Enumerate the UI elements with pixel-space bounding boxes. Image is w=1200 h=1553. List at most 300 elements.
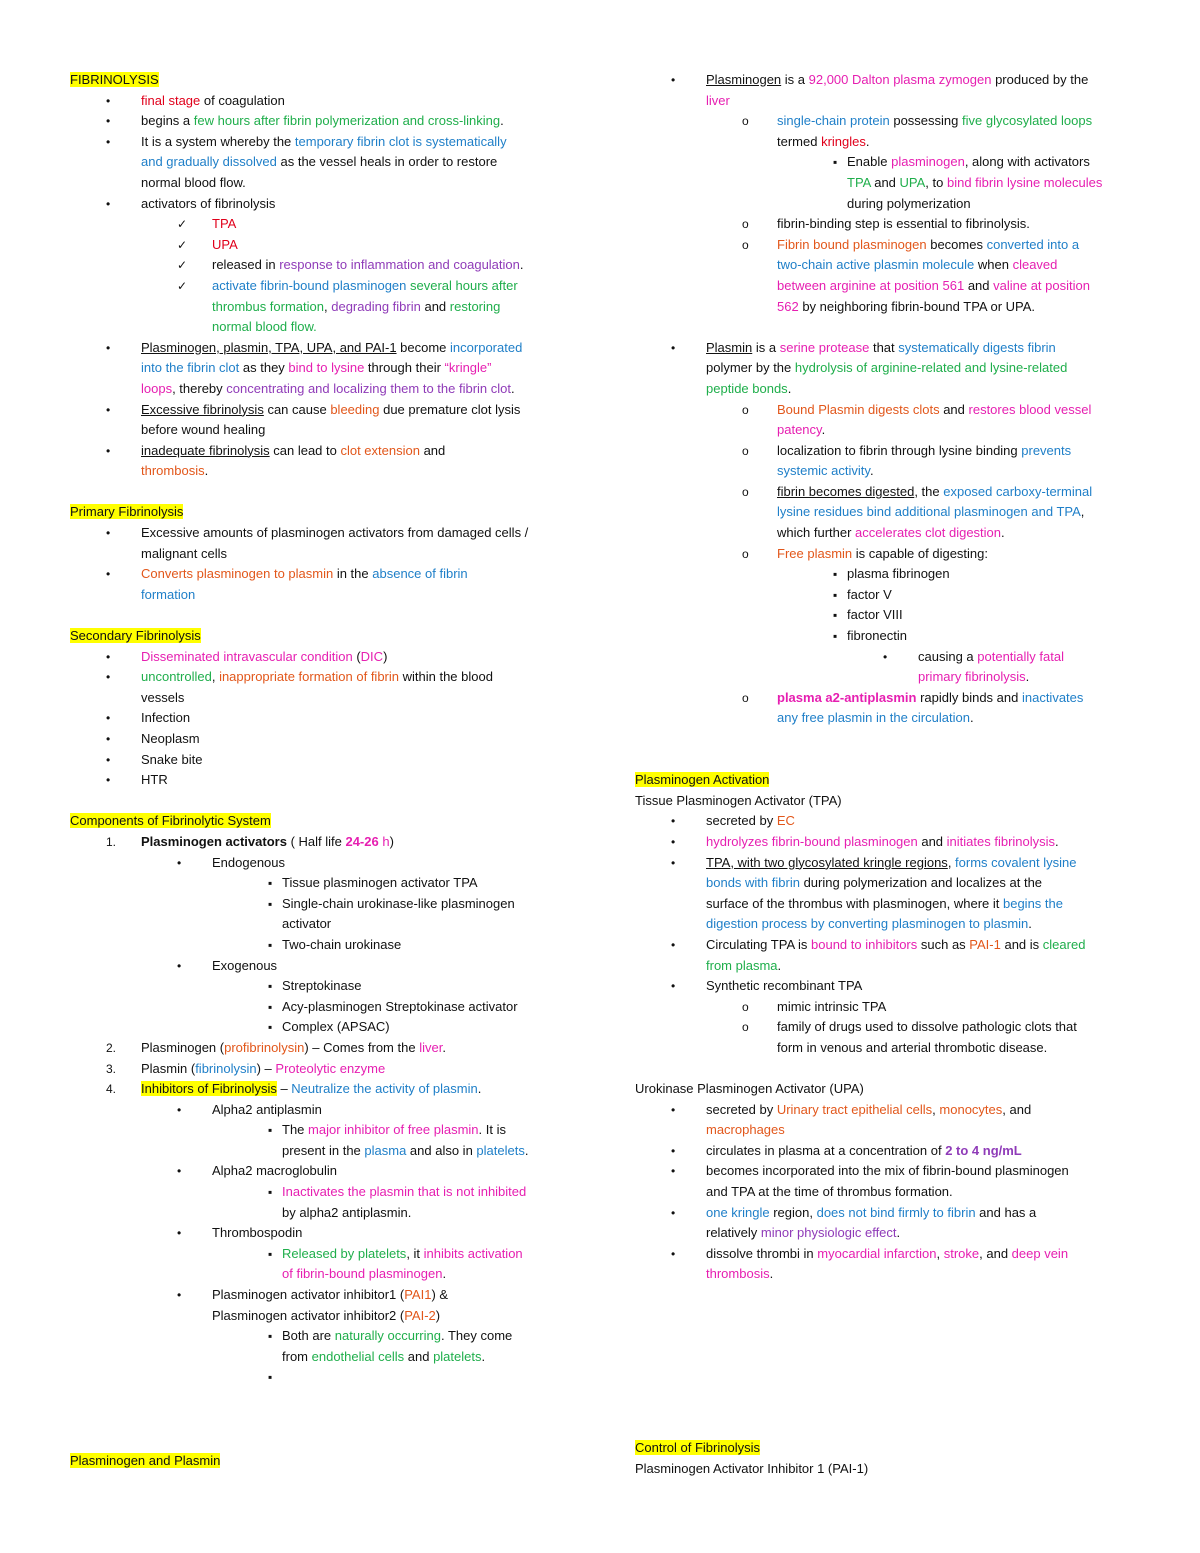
text-run: due premature clot lysis — [379, 401, 521, 417]
text-run: inadequate fibrinolysis — [141, 442, 270, 458]
text-run: as they — [239, 360, 289, 376]
text-run: , — [936, 1245, 944, 1261]
text-run: TPA — [847, 174, 871, 190]
text-run: , it — [406, 1245, 424, 1261]
text-run: Alpha2 macroglobulin — [212, 1163, 338, 1179]
text-run: deep vein — [1011, 1245, 1069, 1261]
text-line — [635, 564, 1135, 585]
text-run: Plasmin ( — [141, 1060, 196, 1076]
text-run: Two-chain urokinase — [282, 936, 402, 952]
text-run: Bound Plasmin digests clots — [777, 401, 940, 417]
text-run: systematically digests fibrin — [898, 339, 1056, 355]
text-run: 92,000 Dalton plasma zymogen — [808, 72, 992, 87]
text-run: Excessive fibrinolysis — [141, 401, 264, 417]
text-run: temporary fibrin clot is systematically — [294, 133, 507, 149]
text-run: TPA — [212, 216, 237, 232]
text-run: . — [519, 257, 524, 273]
text-run: as the vessel heals in order to restore — [276, 154, 498, 170]
text-line — [635, 338, 1135, 359]
square-marker-icon: ▪ — [268, 1020, 273, 1035]
text-run: patency — [777, 422, 822, 438]
text-line — [70, 461, 575, 482]
heading-text: Plasminogen and Plasmin — [70, 1453, 221, 1468]
square-marker-icon: ▪ — [833, 587, 838, 602]
text-run: h — [382, 833, 390, 849]
bullet-marker-icon: • — [106, 340, 111, 355]
text-run: bonds with fibrin — [706, 875, 800, 891]
text-line — [635, 1017, 1135, 1038]
text-run: before wound healing — [141, 422, 266, 438]
text-run: thrombosis — [706, 1266, 770, 1282]
text-run: plasma fibrinogen — [847, 566, 950, 582]
text-run: into the fibrin clot — [141, 360, 240, 376]
text-run: and gradually dissolved — [141, 154, 277, 170]
text-run: DIC — [360, 648, 384, 664]
text-run: Single-chain urokinase-like plasminogen — [282, 895, 515, 911]
text-run: , along with activators — [964, 154, 1090, 170]
text-run: does not bind firmly to fibrin — [816, 1204, 976, 1220]
text-run: cleared — [1042, 936, 1086, 952]
text-line — [635, 626, 1135, 647]
text-line — [70, 997, 575, 1018]
text-run: initiates fibrinolysis — [946, 833, 1056, 849]
text-line — [70, 914, 575, 935]
text-line — [635, 132, 1135, 153]
text-run: final stage — [141, 92, 201, 108]
text-run: , and — [1002, 1101, 1032, 1117]
text-run: and — [870, 174, 900, 190]
text-run: rapidly binds and — [916, 689, 1022, 705]
bullet-marker-icon: • — [177, 1226, 182, 1241]
subheading-pai-1 — [635, 1459, 868, 1480]
text-run: Plasminogen Activation — [635, 772, 770, 788]
text-line — [70, 544, 575, 565]
text-run: by neighboring fibrin-bound TPA or UPA. — [798, 298, 1036, 314]
text-run: loops — [141, 380, 173, 396]
text-run: . — [442, 1039, 446, 1055]
text-line — [70, 1100, 575, 1121]
text-run: It is a system whereby the — [141, 133, 295, 149]
text-run: . — [477, 1081, 482, 1097]
text-run: becomes — [926, 236, 987, 252]
text-line — [635, 523, 1135, 544]
bullet-marker-icon: • — [106, 526, 111, 541]
text-line — [635, 935, 1135, 956]
text-line — [70, 338, 575, 359]
text-run: of fibrin-bound plasminogen — [282, 1266, 443, 1282]
bullet-marker-icon: • — [106, 443, 111, 458]
text-run: . — [442, 1266, 447, 1282]
text-line — [70, 1347, 575, 1368]
text-run: inappropriate formation of fibrin — [219, 669, 399, 685]
text-run: dissolve thrombi in — [706, 1245, 818, 1261]
text-run: produced by the — [991, 72, 1089, 87]
check-marker-icon: ✓ — [177, 217, 188, 232]
text-line — [635, 214, 1135, 235]
text-run: that — [869, 339, 899, 355]
square-marker-icon: ▪ — [268, 1185, 273, 1200]
bullet-marker-icon: • — [671, 1205, 676, 1220]
text-line — [70, 770, 575, 791]
text-run: Synthetic recombinant TPA — [706, 978, 863, 994]
text-line — [635, 502, 1135, 523]
text-line — [635, 173, 1135, 194]
text-run: minor physiologic effect — [760, 1225, 897, 1241]
text-line — [635, 853, 1135, 874]
text-run: causing a — [918, 648, 978, 664]
text-line — [70, 214, 575, 235]
text-line — [635, 894, 1135, 915]
text-line — [70, 91, 575, 112]
text-run: peptide bonds — [706, 380, 788, 396]
text-run: inhibits activation — [423, 1245, 523, 1261]
text-run: , — [211, 669, 220, 685]
text-run: activators of fibrinolysis — [141, 195, 276, 211]
text-run: platelets — [476, 1142, 525, 1158]
text-run: in the — [333, 566, 373, 582]
text-line — [635, 91, 1135, 112]
text-line — [70, 255, 575, 276]
text-run: become — [396, 339, 451, 355]
text-line — [635, 1182, 1135, 1203]
text-run: inactivates — [1021, 689, 1084, 705]
bullet-marker-icon: • — [106, 114, 111, 129]
text-run: two-chain active plasmin molecule — [777, 257, 975, 273]
text-run: and — [420, 298, 450, 314]
text-run: Plasminogen activator inhibitor1 ( — [212, 1287, 405, 1303]
text-line — [70, 1079, 575, 1100]
text-line — [70, 1038, 575, 1059]
text-run: fibrinolysin — [195, 1060, 257, 1076]
text-run: plasminogen — [891, 154, 965, 170]
text-run: during polymerization — [847, 195, 971, 211]
square-marker-icon: ▪ — [833, 567, 838, 582]
bullet-marker-icon: • — [671, 1143, 676, 1158]
text-line — [70, 605, 575, 626]
text-line — [635, 70, 1135, 91]
square-marker-icon: ▪ — [268, 876, 273, 891]
text-line — [70, 173, 575, 194]
text-run: monocytes — [939, 1101, 1003, 1117]
text-line — [70, 667, 575, 688]
text-run: any free plasmin in the circulation — [777, 710, 970, 726]
text-run: ) — [383, 648, 388, 664]
text-run: . — [481, 1348, 486, 1364]
text-line — [635, 1120, 1135, 1141]
text-run: bleeding — [330, 401, 380, 417]
text-run: HTR — [141, 772, 168, 788]
text-line — [635, 1079, 1135, 1100]
text-run: secreted by — [706, 1101, 777, 1117]
text-run: . — [1001, 525, 1005, 541]
bullet-marker-icon: • — [106, 567, 111, 582]
text-line — [70, 935, 575, 956]
left-column — [70, 70, 575, 1388]
text-run: , to — [925, 174, 947, 190]
text-run: begins the — [1002, 895, 1063, 911]
text-run: bound to inhibitors — [811, 936, 918, 952]
text-line — [635, 832, 1135, 853]
text-run: digestion process by converting plasminogen to plasmin — [706, 916, 1029, 932]
text-line — [70, 791, 575, 812]
text-line — [635, 770, 1135, 791]
text-line — [635, 605, 1135, 626]
text-run: during polymerization and localizes at the — [799, 875, 1043, 891]
square-marker-icon: ▪ — [268, 1329, 273, 1344]
text-run: Plasminogen — [706, 72, 782, 87]
text-run: ) & — [431, 1287, 449, 1303]
text-line — [70, 832, 575, 853]
text-line — [70, 585, 575, 606]
text-run: platelets — [433, 1348, 482, 1364]
text-run: present in the — [282, 1142, 365, 1158]
text-run: ) – — [256, 1060, 276, 1076]
text-run: of coagulation — [200, 92, 285, 108]
text-line — [635, 317, 1135, 338]
text-run: is a — [781, 72, 809, 87]
text-run: exposed carboxy-terminal — [943, 483, 1093, 499]
text-line — [70, 1367, 575, 1388]
circle-marker-icon: o — [742, 443, 749, 458]
text-run: fibrin-binding step is essential to fibrinolysis. — [777, 216, 1030, 232]
text-line — [70, 894, 575, 915]
text-run: Released by platelets — [282, 1245, 407, 1261]
text-run: restores blood vessel — [968, 401, 1092, 417]
bullet-marker-icon: • — [106, 93, 111, 108]
text-run: released in — [212, 257, 280, 273]
text-run: Proteolytic enzyme — [275, 1060, 386, 1076]
text-run: Components of Fibrinolytic System — [70, 813, 271, 829]
text-run: and also in — [406, 1142, 477, 1158]
bullet-marker-icon: • — [106, 752, 111, 767]
square-marker-icon: ▪ — [833, 608, 838, 623]
text-run: polymer by the — [706, 360, 795, 376]
text-run: and — [419, 442, 446, 458]
text-run: concentrating and localizing them to the fibrin clot — [226, 380, 511, 396]
text-run: between arginine at position 561 — [777, 277, 965, 293]
circle-marker-icon: o — [742, 484, 749, 499]
text-line — [635, 544, 1135, 565]
text-line — [635, 688, 1135, 709]
text-run: factor VIII — [847, 607, 903, 623]
text-line — [70, 1306, 575, 1327]
text-run: cleaved — [1012, 257, 1058, 273]
square-marker-icon: ▪ — [268, 937, 273, 952]
text-run: absence of fibrin — [372, 566, 468, 582]
square-marker-icon: ▪ — [268, 1246, 273, 1261]
square-marker-icon: ▪ — [268, 1370, 273, 1385]
text-run: activate fibrin-bound plasminogen — [212, 277, 411, 293]
text-line — [70, 708, 575, 729]
bullet-marker-icon: • — [671, 1246, 676, 1261]
text-run: Excessive amounts of plasminogen activators from damaged cells / — [141, 525, 529, 541]
text-line — [635, 667, 1135, 688]
text-run: PAI1 — [404, 1287, 432, 1303]
text-line — [635, 482, 1135, 503]
text-run: which further — [777, 525, 856, 541]
text-line — [635, 1203, 1135, 1224]
text-run: , — [932, 1101, 940, 1117]
text-run: . It is — [478, 1122, 506, 1138]
text-run: family of drugs used to dissolve pathologic clots that — [777, 1019, 1077, 1035]
text-run: . — [896, 1225, 901, 1241]
text-run: possessing — [889, 113, 962, 129]
text-run: and — [917, 833, 947, 849]
list-number: 4. — [106, 1082, 117, 1097]
text-run: Exogenous — [212, 957, 278, 973]
text-run: Complex (APSAC) — [282, 1019, 390, 1035]
text-run: can lead to — [269, 442, 341, 458]
text-run: Inhibitors of Fibrinolysis — [141, 1081, 277, 1097]
text-run: Urokinase Plasminogen Activator (UPA) — [635, 1081, 864, 1097]
text-run: ) – Comes from the — [304, 1039, 420, 1055]
text-run: Primary Fibrinolysis — [70, 504, 184, 520]
text-line — [635, 729, 1135, 750]
text-run: UPA — [899, 174, 926, 190]
text-run: . — [1025, 669, 1030, 685]
text-run: Disseminated intravascular condition — [141, 648, 353, 664]
text-line — [635, 1264, 1135, 1285]
text-run: few hours after fibrin polymerization and cross-linking — [193, 113, 501, 129]
text-line — [70, 482, 575, 503]
text-line — [635, 647, 1135, 668]
text-line — [70, 873, 575, 894]
text-line — [70, 1244, 575, 1265]
text-run: , thereby — [172, 380, 227, 396]
text-run: Endogenous — [212, 854, 286, 870]
text-line — [70, 235, 575, 256]
text-run: , — [947, 854, 956, 870]
text-run: five glycosylated loops — [962, 113, 1093, 129]
text-line — [635, 441, 1135, 462]
bullet-marker-icon: • — [177, 958, 182, 973]
bullet-marker-icon: • — [106, 773, 111, 788]
text-line — [635, 914, 1135, 935]
text-run: can cause — [263, 401, 331, 417]
text-line — [635, 873, 1135, 894]
text-run: within the blood — [399, 669, 493, 685]
text-run: potentially fatal — [977, 648, 1064, 664]
text-line — [70, 1017, 575, 1038]
text-run: ( Half life — [286, 833, 346, 849]
text-run: clot extension — [340, 442, 420, 458]
text-run: mimic intrinsic TPA — [777, 998, 887, 1014]
text-run: liver — [706, 92, 730, 108]
text-line — [70, 297, 575, 318]
bullet-marker-icon: • — [671, 73, 676, 87]
text-run: malignant cells — [141, 545, 227, 561]
text-run: FIBRINOLYSIS — [70, 72, 159, 87]
text-line — [70, 976, 575, 997]
text-line — [635, 750, 1135, 771]
text-run: , the — [914, 483, 944, 499]
text-line — [635, 1059, 1135, 1080]
text-run: and — [964, 277, 994, 293]
square-marker-icon: ▪ — [268, 1123, 273, 1138]
text-line — [635, 791, 1135, 812]
circle-marker-icon: o — [742, 999, 749, 1014]
text-run: serine protease — [779, 339, 870, 355]
bullet-marker-icon: • — [177, 1288, 182, 1303]
bullet-marker-icon: • — [106, 670, 111, 685]
text-run: thrombosis — [141, 463, 205, 479]
square-marker-icon: ▪ — [268, 896, 273, 911]
text-run: hydrolysis of arginine-related and lysine-related — [794, 360, 1068, 376]
text-line — [635, 276, 1135, 297]
text-run: Converts plasminogen to plasmin — [141, 566, 334, 582]
circle-marker-icon: o — [742, 237, 749, 252]
heading-text: Control of Fibrinolysis — [635, 1440, 760, 1455]
text-run: hydrolyzes fibrin-bound plasminogen — [706, 833, 918, 849]
text-run: . — [821, 422, 826, 438]
text-run: “kringle” — [444, 360, 492, 376]
text-line — [635, 956, 1135, 977]
text-line — [70, 317, 575, 338]
text-run: PAI-1 — [969, 936, 1001, 952]
text-run: . — [969, 710, 974, 726]
text-run: through their — [364, 360, 445, 376]
right-column — [635, 70, 1135, 1285]
check-marker-icon: ✓ — [177, 258, 188, 273]
text-line — [70, 1326, 575, 1347]
text-run: accelerates clot digestion — [855, 525, 1002, 541]
text-run: . — [524, 1142, 529, 1158]
text-run: . — [865, 133, 870, 149]
text-line — [635, 420, 1135, 441]
bullet-marker-icon: • — [671, 814, 676, 829]
text-line — [70, 358, 575, 379]
text-line — [635, 358, 1135, 379]
heading-control-of-fibrinolysis — [635, 1438, 760, 1459]
text-run: from plasma — [706, 957, 778, 973]
text-run: 2 to 4 ng/mL — [945, 1142, 1022, 1158]
square-marker-icon: ▪ — [833, 155, 838, 170]
text-line — [635, 461, 1135, 482]
text-line — [70, 441, 575, 462]
text-run: Infection — [141, 710, 191, 726]
bullet-marker-icon: • — [671, 834, 676, 849]
text-run: begins a — [141, 113, 194, 129]
text-run: . They come — [440, 1328, 513, 1344]
text-line — [635, 585, 1135, 606]
text-run: 24-26 — [345, 833, 379, 849]
text-line — [70, 626, 575, 647]
text-run: . — [1028, 916, 1032, 932]
text-line — [70, 152, 575, 173]
circle-marker-icon: o — [742, 114, 749, 129]
text-run: systemic activity — [777, 463, 870, 479]
text-line — [635, 1100, 1135, 1121]
text-run: thrombus formation — [212, 298, 324, 314]
text-line — [70, 1285, 575, 1306]
check-marker-icon: ✓ — [177, 278, 188, 293]
text-run: stroke — [943, 1245, 980, 1261]
text-run: Streptokinase — [282, 978, 362, 994]
bullet-marker-icon: • — [106, 134, 111, 149]
text-run: and TPA at the time of thrombus formation. — [706, 1184, 953, 1200]
text-run: Free plasmin — [777, 545, 853, 561]
text-run: degrading fibrin — [331, 298, 421, 314]
text-run: , and — [979, 1245, 1012, 1261]
text-run: – — [276, 1081, 292, 1097]
bullet-marker-icon: • — [106, 732, 111, 746]
text-run: region, — [769, 1204, 817, 1220]
text-run: by alpha2 antiplasmin. — [282, 1204, 412, 1220]
text-run: from — [282, 1348, 312, 1364]
text-run: ( — [352, 648, 361, 664]
text-run: UPA — [212, 236, 238, 252]
text-run: several hours after — [410, 277, 518, 293]
